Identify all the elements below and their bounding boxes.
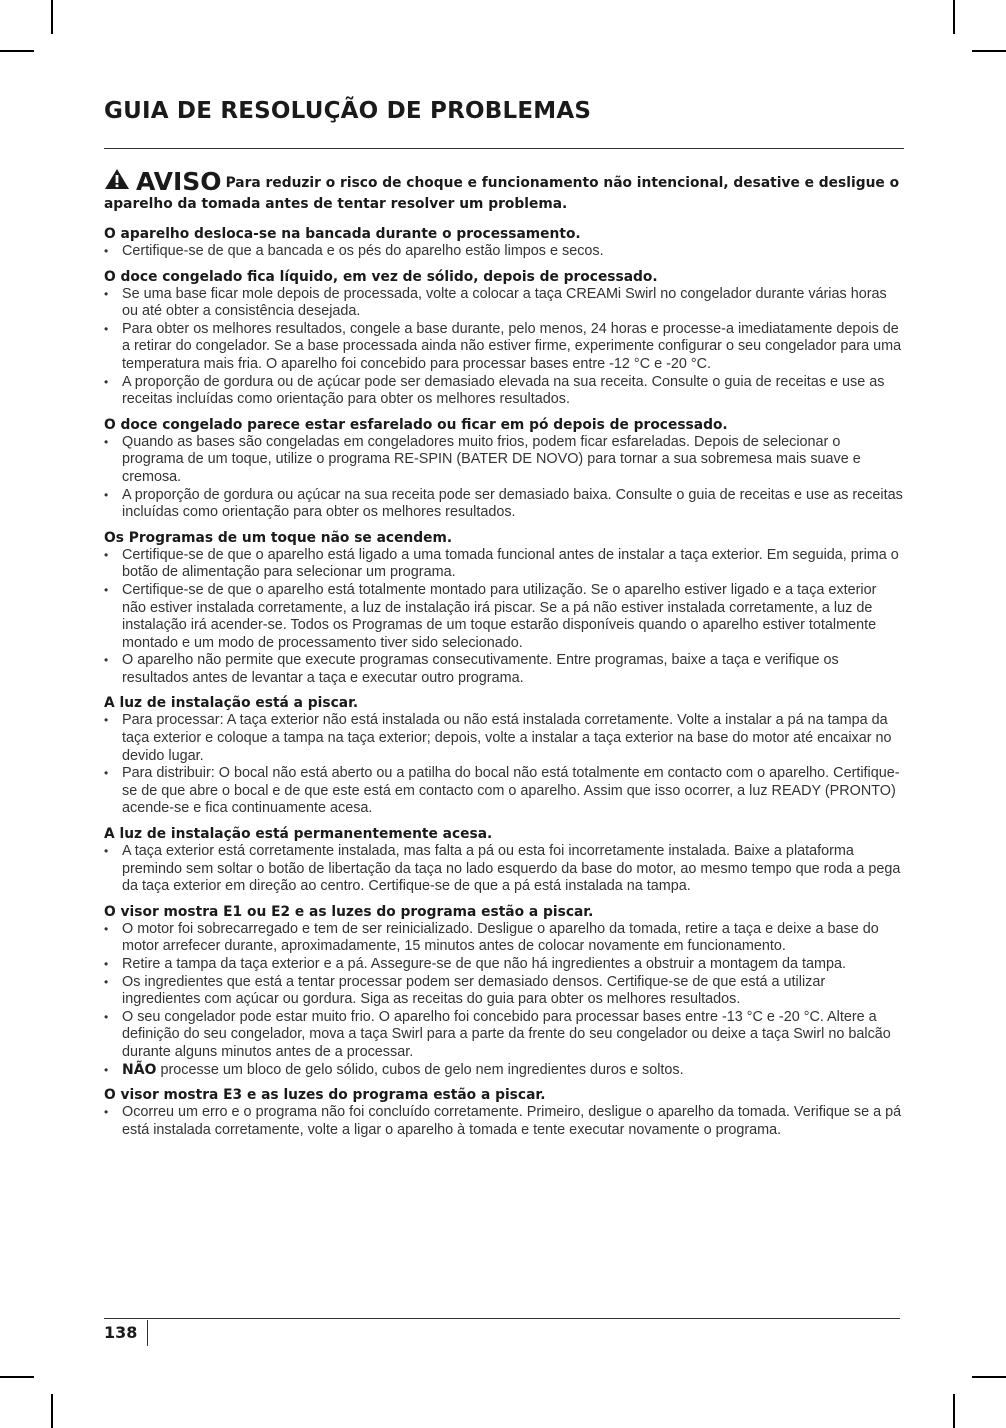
list-item-text: Certifique-se de que o aparelho está ligado a uma tomada funcional antes de instalar a taça exterior. Em seguida, prima o botão de alimentação para selecionar um programa. (122, 546, 899, 581)
bullet-icon: • (104, 1009, 109, 1024)
list-item-text: Se uma base ficar mole depois de processada, volte a colocar a taça CREAMi Swirl no congelador durante várias horas ou até obter a consistência desejada. (122, 285, 887, 320)
bullet-list (104, 843, 904, 896)
bullet-icon: • (104, 374, 109, 389)
list-item (104, 956, 904, 974)
footer-divider (104, 1318, 900, 1319)
troubleshooting-section (104, 1086, 904, 1139)
list-item (104, 286, 904, 321)
troubleshooting-section (104, 694, 904, 818)
bullet-icon: • (104, 1062, 109, 1077)
bullet-list (104, 434, 904, 522)
page-number: 138 (104, 1323, 138, 1342)
troubleshooting-section (104, 225, 904, 261)
list-item-text: A proporção de gordura ou de açúcar pode ser demasiado elevada na sua receita. Consulte o guia de receitas e use as receitas incluídas como orientação para obter os melhores resultados. (122, 373, 885, 408)
section-heading: A luz de instalação está a piscar. (104, 695, 359, 712)
list-item-text: Para distribuir: O bocal não está aberto ou a patilha do bocal não está totalmente em contacto com o aparelho. Certifique-se de que abre o bocal e de que este está em contacto com o aparelho. Assim que isso ocorrer, a luz READY (PRONTO) acende-se e fica continuamente acesa. (122, 765, 900, 817)
page-number-separator (147, 1320, 148, 1346)
list-item (104, 1104, 904, 1139)
bullet-list (104, 921, 904, 1079)
list-item (104, 843, 904, 896)
bullet-icon: • (104, 582, 109, 597)
crop-mark (51, 0, 53, 34)
bullet-icon: • (104, 434, 109, 449)
list-item (104, 712, 904, 765)
bullet-list (104, 712, 904, 818)
warning-label: AVISO (136, 167, 222, 196)
list-item (104, 652, 904, 687)
list-item (104, 582, 904, 652)
bullet-icon: • (104, 921, 109, 936)
list-item-text: Para processar: A taça exterior não está instalada ou não está instalada corretamente. Volte a instalar a pá na tampa da taça exterior e coloque a tampa na taça exterior; depois, volte a instalar a taça exterior na base do motor até encaixar no devido lugar. (122, 712, 892, 764)
bullet-icon: • (104, 321, 109, 336)
bullet-icon: • (104, 244, 109, 258)
section-heading: O aparelho desloca-se na bancada durante o processamento. (104, 226, 581, 242)
bullet-icon: • (104, 713, 109, 728)
list-item-text: O seu congelador pode estar muito frio. O aparelho foi concebido para processar bases entre -13 °C e -20 °C. Altere a definição do seu congelador, mova a taça Swirl para a parte da frente do seu congelador ou deixe a taça Swirl no balcão durante alguns minutos antes de a processar. (122, 1008, 891, 1060)
warning-text: Para reduzir o risco de choque e funcionamento não intencional, desative e desligue o aparelho da tomada antes de tentar resolver um problema. (104, 175, 900, 212)
list-item (104, 487, 904, 522)
list-item-text: O motor foi sobrecarregado e tem de ser reinicializado. Desligue o aparelho da tomada, retire a taça e deixe a base do motor arrefecer durante, aproximadamente, 15 minutos antes de colocar novamente em funcionamento. (122, 920, 879, 955)
troubleshooting-section (104, 529, 904, 688)
list-item (104, 321, 904, 374)
section-heading: Os Programas de um toque não se acendem. (104, 529, 453, 546)
bullet-icon: • (104, 487, 109, 502)
list-item-text: Certifique-se de que a bancada e os pés do aparelho estão limpos e secos. (122, 243, 604, 259)
page-title: GUIA DE RESOLUÇÃO DE PROBLEMAS (104, 98, 592, 124)
bullet-list (104, 1104, 904, 1139)
bullet-icon: • (104, 286, 109, 301)
list-item (104, 434, 904, 487)
bullet-icon: • (104, 957, 109, 971)
list-item-text: A taça exterior está corretamente instalada, mas falta a pá ou esta foi incorretamente instalada. Baixe a plataforma premindo sem soltar o botão de libertação da taça no lado esquerdo da base do motor, ao mesmo tempo que roda a pega da taça exterior em direção ao centro. Certifique-se de que a pá está instalada na tampa. (122, 843, 901, 895)
section-heading: O doce congelado fica líquido, em vez de sólido, depois de processado. (104, 268, 658, 285)
list-item (104, 1009, 904, 1062)
list-item (104, 921, 904, 956)
bullet-icon: • (104, 1105, 109, 1120)
troubleshooting-section (104, 903, 904, 1079)
list-item (104, 547, 904, 582)
bullet-icon: • (104, 974, 109, 989)
emphasis-word: NÃO (122, 1061, 157, 1078)
list-item (104, 243, 904, 261)
section-heading: O visor mostra E3 e as luzes do programa estão a piscar. (104, 1087, 546, 1104)
crop-mark (0, 50, 34, 52)
list-item-text: A proporção de gordura ou açúcar na sua receita pode ser demasiado baixa. Consulte o guia de receitas e use as receitas incluídas como orientação para obter os melhores resultados. (122, 486, 903, 521)
troubleshooting-section (104, 268, 904, 409)
troubleshooting-section (104, 416, 904, 522)
list-item-text: Retire a tampa da taça exterior e a pá. Assegure-se de que não há ingredientes a obstruir a montagem da tampa. (122, 956, 846, 972)
warning-block (104, 168, 904, 213)
list-item-text: O aparelho não permite que execute programas consecutivamente. Entre programas, baixe a taça e verifique os resultados antes de levantar a taça e executar outro programa. (122, 652, 839, 686)
list-item (104, 374, 904, 409)
bullet-list (104, 286, 904, 409)
list-item-text: Ocorreu um erro e o programa não foi concluído corretamente. Primeiro, desligue o aparelho da tomada. Verifique se a pá está instalada corretamente, volte a ligar o aparelho à tomada e tente executar novamente o programa. (122, 1104, 902, 1138)
troubleshooting-content (104, 168, 904, 1146)
list-item (104, 1062, 904, 1080)
title-divider (104, 148, 904, 149)
list-item-text: Para obter os melhores resultados, congele a base durante, pelo menos, 24 horas e processe-a imediatamente depois de a retirar do congelador. Se a base processada ainda não estiver firme, experimente configurar o seu congelador para uma temperatura mais fria. O aparelho foi concebido para processar bases entre -12 °C e -20 °C. (122, 320, 902, 372)
list-item (104, 974, 904, 1009)
crop-mark (953, 1394, 955, 1428)
section-heading: O doce congelado parece estar esfarelado ou ficar em pó depois de processado. (104, 416, 728, 433)
warning-triangle-icon (104, 168, 130, 195)
bullet-icon: • (104, 547, 109, 562)
bullet-list (104, 547, 904, 688)
bullet-icon: • (104, 766, 109, 781)
list-item-text: Certifique-se de que o aparelho está totalmente montado para utilização. Se o aparelho estiver ligado e a taça exterior não estiver instalada corretamente, a luz de instalação irá piscar. Se a pá não estiver instalada corretamente, a luz de instalação irá acender-se. Todos os Programas de um toque estarão disponíveis quando o aparelho estiver totalmente montado e um modo de processamento tiver sido selecionado. (122, 581, 877, 651)
section-heading: O visor mostra E1 ou E2 e as luzes do programa estão a piscar. (104, 903, 594, 920)
section-heading: A luz de instalação está permanentemente acesa. (104, 826, 493, 843)
crop-mark (972, 50, 1006, 52)
bullet-list (104, 243, 904, 261)
troubleshooting-section (104, 825, 904, 896)
list-item-text: Quando as bases são congeladas em congeladores muito frios, podem ficar esfareladas. Depois de selecionar o programa de um toque, utilize o programa RE-SPIN (BATER DE NOVO) para tornar a sua sobremesa mais suave e cremosa. (122, 433, 861, 485)
list-item (104, 765, 904, 818)
list-item-text: Os ingredientes que está a tentar processar podem ser demasiado densos. Certifique-se de que está a utilizar ingredientes com açúcar ou gordura. Siga as receitas do guia para obter os melhores resultados. (122, 973, 826, 1008)
crop-mark (972, 1376, 1006, 1378)
crop-mark (0, 1376, 34, 1378)
bullet-icon: • (104, 844, 109, 859)
list-item-text: processe um bloco de gelo sólido, cubos de gelo nem ingredientes duros e soltos. (156, 1061, 684, 1078)
crop-mark (953, 0, 955, 34)
bullet-icon: • (104, 653, 109, 668)
crop-mark (51, 1394, 53, 1428)
